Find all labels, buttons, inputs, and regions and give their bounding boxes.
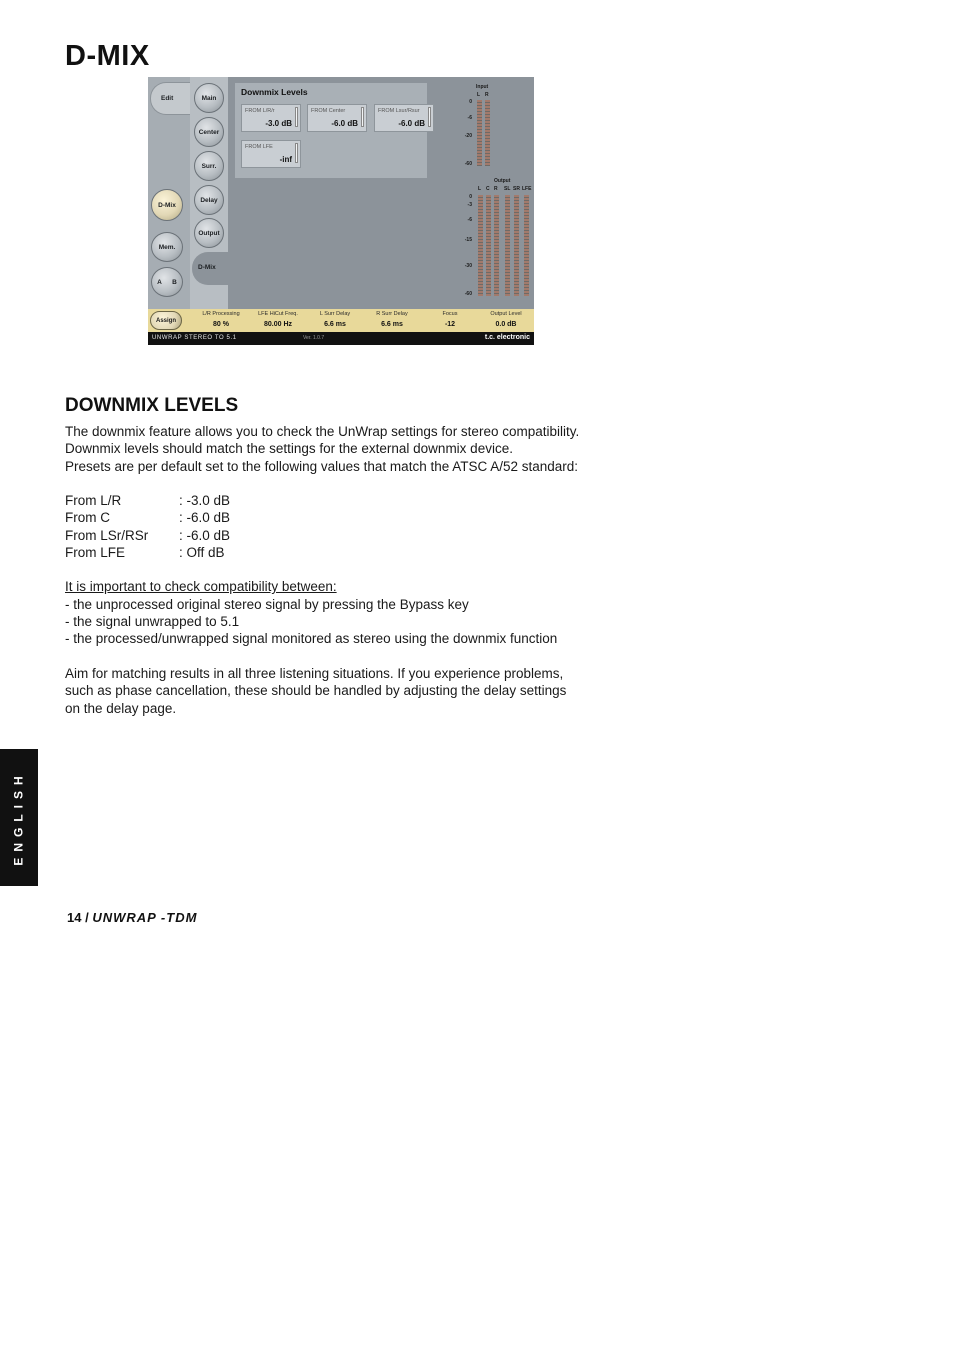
input-channel-r: R bbox=[485, 92, 489, 98]
center-page-button[interactable] bbox=[194, 117, 224, 147]
lr-processing-value[interactable]: 80 % bbox=[213, 321, 229, 328]
input-meter-l bbox=[477, 100, 482, 166]
panel-title: Downmix Levels bbox=[241, 87, 308, 97]
center-page-label: Center bbox=[198, 128, 220, 136]
output-tick-30: -30 bbox=[464, 263, 472, 269]
dmix-page-tab[interactable] bbox=[192, 252, 230, 285]
l-surr-delay-value[interactable]: 6.6 ms bbox=[324, 321, 346, 328]
compat-item: - the processed/unwrapped signal monitored as stereo using the downmix function bbox=[65, 631, 558, 646]
ab-button[interactable] bbox=[151, 267, 183, 297]
from-lfe-slider-icon bbox=[295, 143, 298, 163]
spec-value: : -6.0 dB bbox=[179, 510, 231, 525]
dmix-button[interactable] bbox=[151, 189, 183, 221]
output-meter-sl bbox=[505, 195, 510, 296]
assign-button-label: Assign bbox=[155, 317, 176, 324]
closing-paragraph bbox=[65, 665, 625, 717]
focus-value[interactable]: -12 bbox=[444, 321, 456, 328]
delay-page-label: Delay bbox=[200, 196, 218, 204]
language-label: ENGLISH bbox=[12, 769, 26, 866]
lfe-hicut-label: LFE HiCut Freq. bbox=[258, 311, 298, 317]
section-heading: DOWNMIX LEVELS bbox=[65, 395, 239, 416]
page-number: 14 / bbox=[67, 910, 89, 925]
memory-button[interactable] bbox=[151, 232, 183, 262]
dmix-page-label: D-Mix bbox=[198, 264, 216, 271]
unwrap-logo: UNWRAP STEREO TO 5.1 bbox=[152, 335, 237, 341]
language-tab bbox=[0, 749, 38, 886]
surround-page-label: Surr. bbox=[201, 162, 217, 170]
output-meter-l bbox=[478, 195, 483, 296]
from-center-control[interactable] bbox=[307, 104, 367, 132]
edit-tab-label: Edit bbox=[161, 95, 174, 102]
output-meter-r bbox=[494, 195, 499, 296]
output-channel-c: C bbox=[486, 186, 490, 192]
input-channel-l: L bbox=[477, 92, 481, 98]
input-meter-r bbox=[485, 100, 490, 166]
output-meter-c bbox=[486, 195, 491, 296]
plugin-footer bbox=[148, 332, 534, 345]
intro-line: Presets are per default set to the following values that match the ATSC A/52 standard: bbox=[65, 458, 579, 474]
from-lfe-label: FROM LFE bbox=[245, 144, 273, 150]
main-page-button[interactable] bbox=[194, 83, 224, 113]
input-tick-0: 0 bbox=[469, 99, 472, 105]
output-tick-15: -15 bbox=[464, 237, 472, 243]
output-meter-sr bbox=[514, 195, 519, 296]
from-lr-slider-icon bbox=[295, 107, 298, 127]
from-surround-label: FROM Lsur/Rsur bbox=[378, 108, 420, 114]
version-label: Ver. 1.0.7 bbox=[303, 335, 325, 341]
spec-label: From LSr/RSr bbox=[65, 528, 149, 543]
focus-label: Focus bbox=[442, 311, 458, 317]
from-lfe-control[interactable] bbox=[241, 140, 301, 168]
from-surround-control[interactable] bbox=[374, 104, 434, 132]
output-channel-lfe: LFE bbox=[522, 186, 532, 192]
input-tick-60: -60 bbox=[464, 161, 472, 167]
page-footer bbox=[67, 910, 197, 925]
edit-tab[interactable] bbox=[150, 82, 190, 115]
spec-label: From LFE bbox=[65, 545, 126, 560]
output-tick-6: -6 bbox=[467, 217, 472, 223]
from-center-value: -6.0 dB bbox=[331, 119, 358, 128]
from-lr-value: -3.0 dB bbox=[265, 119, 292, 128]
r-surr-delay-label: R Surr Delay bbox=[376, 311, 408, 317]
spec-label: From L/R bbox=[65, 493, 122, 508]
b-button-label: B bbox=[172, 278, 177, 286]
from-lfe-value: -inf bbox=[279, 155, 292, 164]
closing-line: such as phase cancellation, these should be handled by adjusting the delay settings bbox=[65, 683, 567, 699]
product-name: UNWRAP -TDM bbox=[92, 910, 198, 925]
output-level-label: Output Level bbox=[490, 311, 522, 317]
output-tick-60: -60 bbox=[464, 291, 472, 297]
lfe-hicut-value[interactable]: 80.00 Hz bbox=[263, 321, 293, 328]
output-channel-l: L bbox=[478, 186, 482, 192]
from-center-slider-icon bbox=[361, 107, 364, 127]
output-level-value[interactable]: 0.0 dB bbox=[495, 321, 517, 328]
output-meter-title: Output bbox=[494, 178, 511, 184]
spec-value: : Off dB bbox=[179, 545, 225, 560]
input-meter-title: Input bbox=[476, 84, 489, 90]
intro-line: Downmix levels should match the settings for the external downmix device. bbox=[65, 441, 513, 457]
from-lr-control[interactable] bbox=[241, 104, 301, 132]
intro-paragraph bbox=[65, 423, 625, 475]
from-lr-label: FROM L/R/r bbox=[245, 108, 275, 114]
downmix-levels-panel bbox=[235, 83, 427, 178]
spec-label: From C bbox=[65, 510, 110, 525]
spec-value: : -3.0 dB bbox=[179, 493, 231, 508]
output-page-label: Output bbox=[198, 229, 220, 237]
output-tick-3: -3 bbox=[467, 202, 472, 208]
r-surr-delay-value[interactable]: 6.6 ms bbox=[381, 321, 403, 328]
input-tick-20: -20 bbox=[464, 133, 472, 139]
intro-line: The downmix feature allows you to check the UnWrap settings for stereo compatibility. bbox=[65, 424, 580, 439]
input-tick-6: -6 bbox=[467, 115, 472, 121]
l-surr-delay-label: L Surr Delay bbox=[319, 311, 351, 317]
tc-electronic-logo: t.c. electronic bbox=[484, 334, 530, 341]
closing-line: on the delay page. bbox=[65, 700, 177, 716]
output-channel-r: R bbox=[494, 186, 498, 192]
plugin-screenshot bbox=[148, 77, 534, 345]
output-meter-lfe bbox=[524, 195, 529, 296]
surround-page-button[interactable] bbox=[194, 151, 224, 181]
lr-processing-label: L/R Processing bbox=[202, 311, 240, 317]
closing-line: Aim for matching results in all three listening situations. If you experience problems, bbox=[65, 666, 564, 681]
output-page-button[interactable] bbox=[194, 218, 224, 248]
spec-value: : -6.0 dB bbox=[179, 528, 231, 543]
page-title: D-MIX bbox=[65, 40, 150, 72]
output-tick-0: 0 bbox=[469, 194, 472, 200]
from-surround-slider-icon bbox=[428, 107, 431, 127]
from-center-label: FROM Center bbox=[311, 108, 346, 114]
dmix-button-label: D-Mix bbox=[158, 201, 176, 209]
a-button-label: A bbox=[157, 278, 162, 286]
compat-item: - the signal unwrapped to 5.1 bbox=[65, 614, 240, 629]
output-channel-sr: SR bbox=[513, 186, 520, 192]
bottom-parameter-bar bbox=[148, 309, 534, 332]
main-page-label: Main bbox=[201, 94, 217, 102]
from-surround-value: -6.0 dB bbox=[398, 119, 425, 128]
delay-page-button[interactable] bbox=[194, 185, 224, 215]
compat-item: - the unprocessed original stereo signal by pressing the Bypass key bbox=[65, 597, 469, 612]
memory-button-label: Mem. bbox=[158, 243, 176, 251]
compat-heading: It is important to check compatibility between: bbox=[65, 579, 337, 594]
output-channel-sl: SL bbox=[504, 186, 511, 192]
assign-button[interactable] bbox=[150, 311, 182, 330]
